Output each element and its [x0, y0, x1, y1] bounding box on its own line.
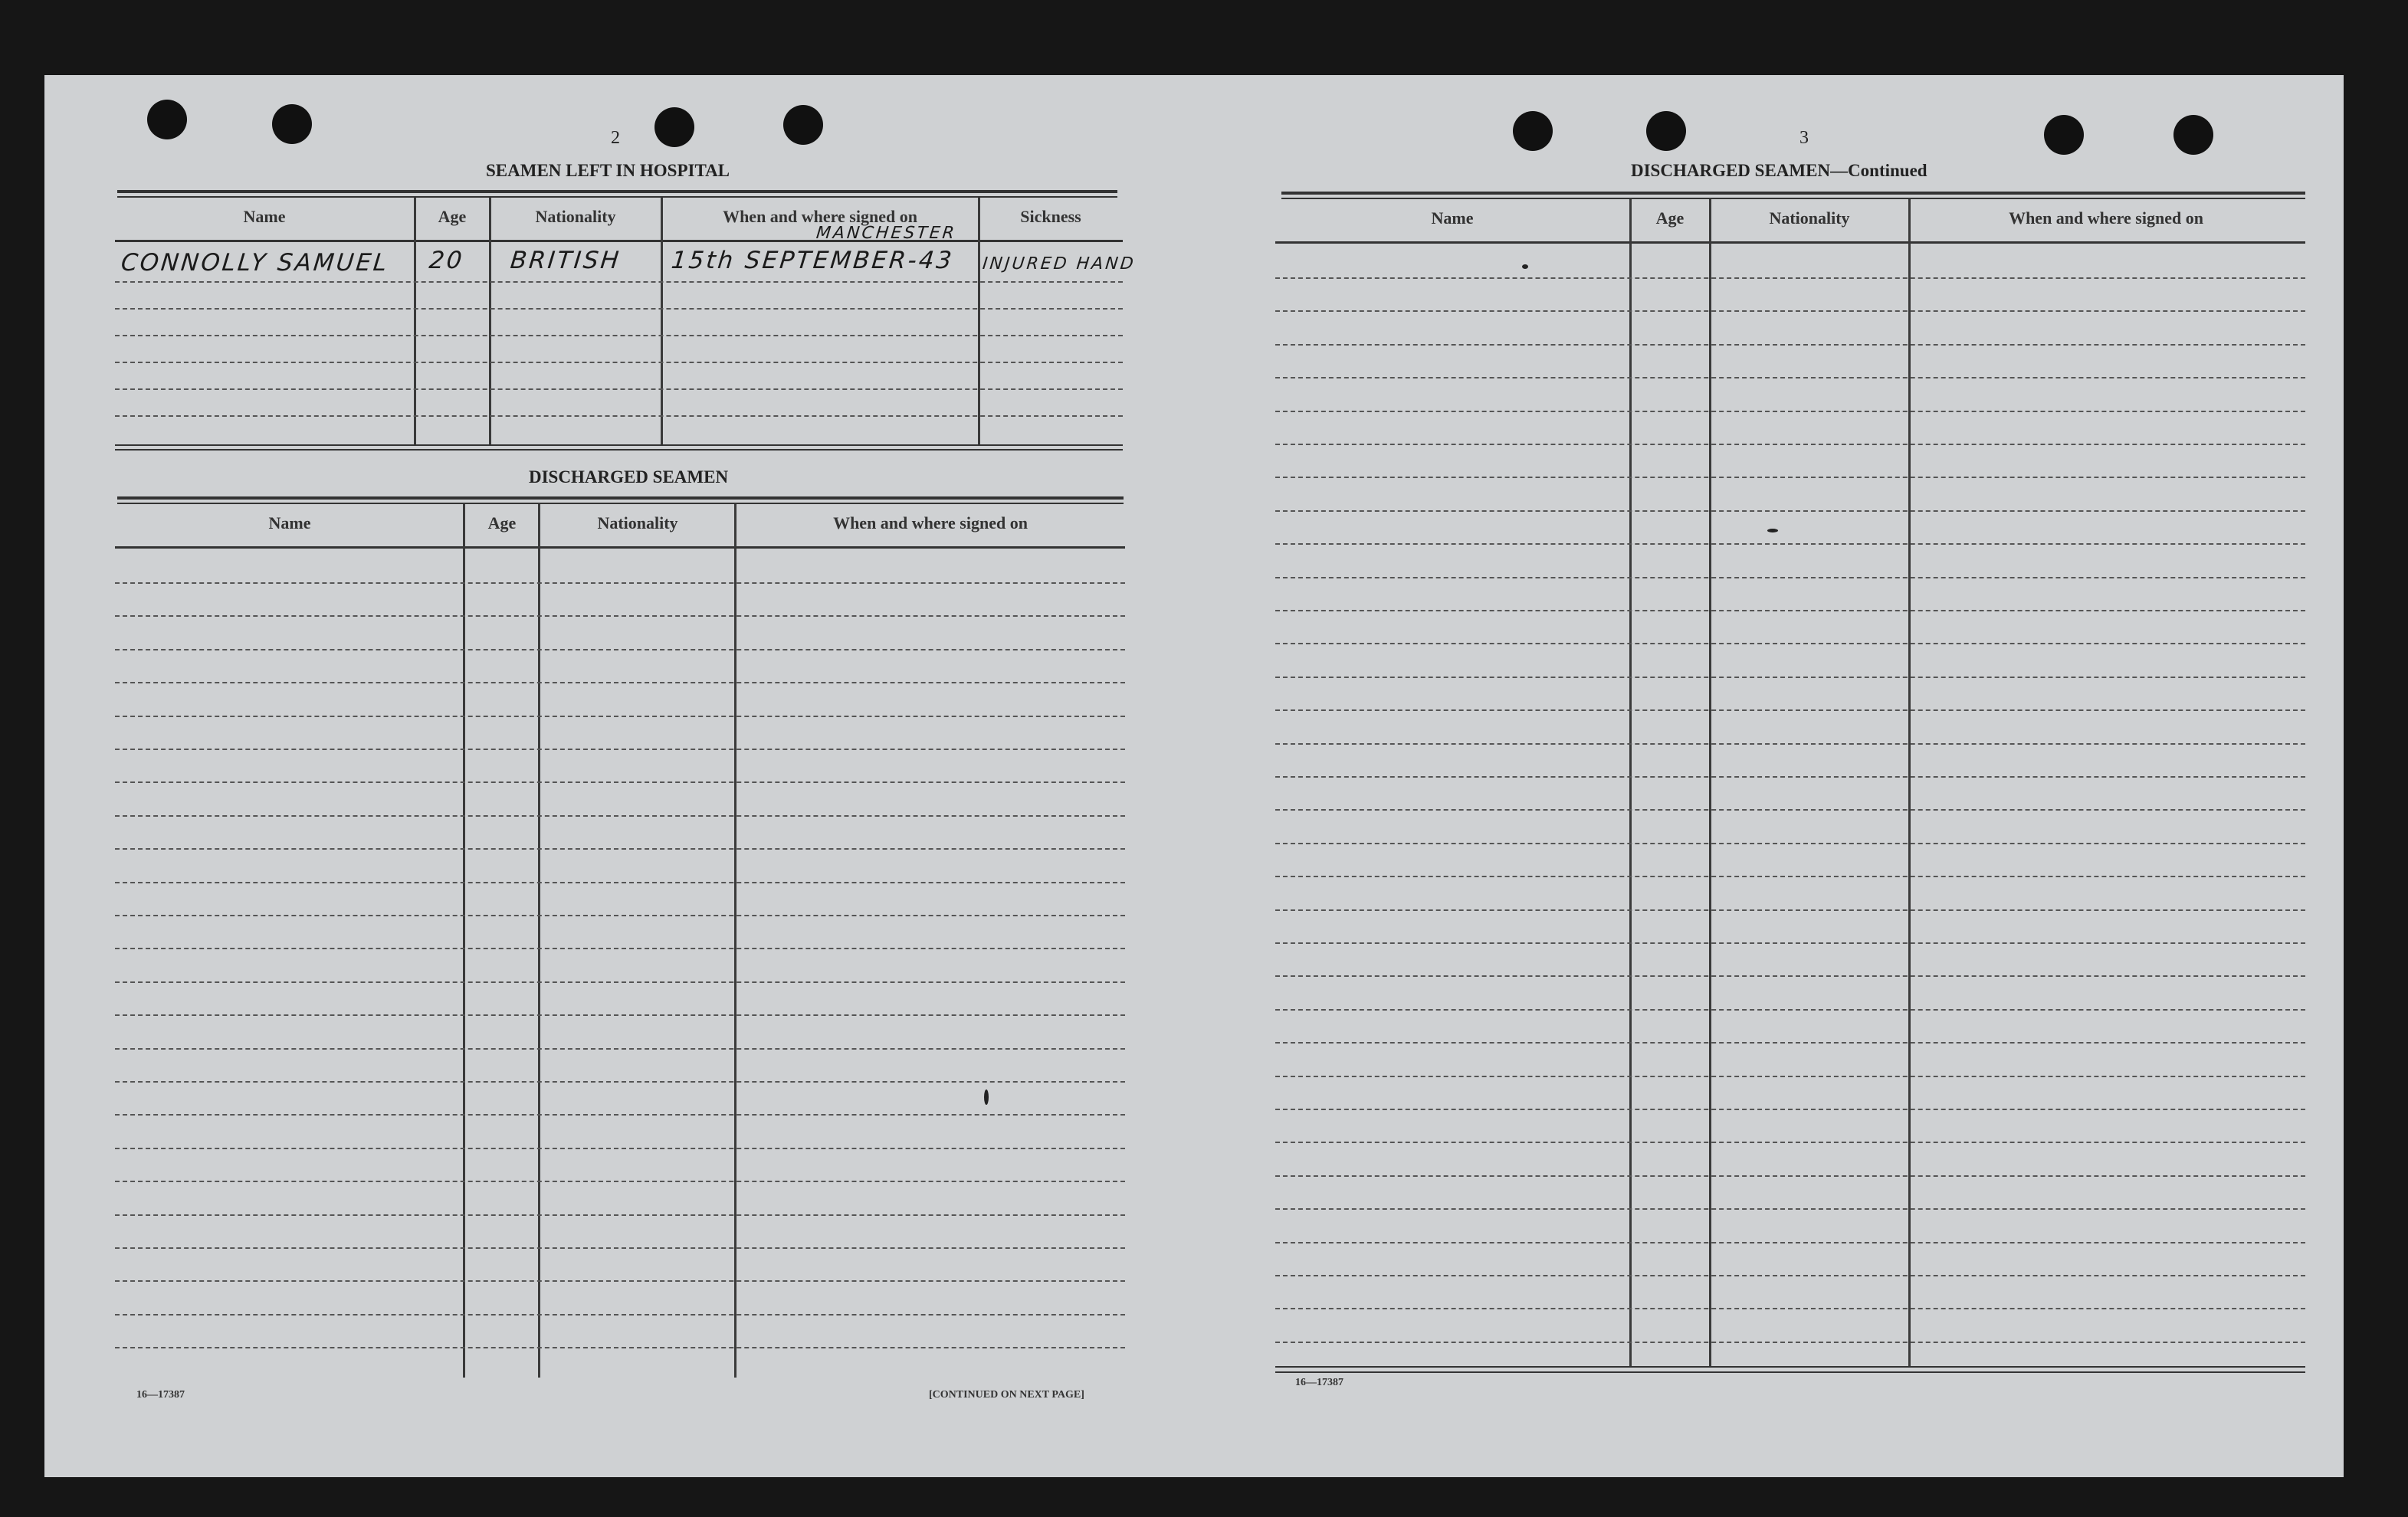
row-line	[115, 815, 1125, 817]
table-top-rule	[117, 496, 1124, 500]
row-line	[1275, 577, 2305, 578]
row-line	[1275, 1175, 2305, 1177]
row-line	[1275, 709, 2305, 711]
row-line	[115, 615, 1125, 617]
column-header-name: Name	[1431, 208, 1474, 228]
column-divider	[661, 198, 663, 445]
row-line	[115, 582, 1125, 584]
page-number: 3	[1799, 128, 1809, 148]
punch-hole	[2173, 115, 2213, 155]
row-line	[1275, 543, 2305, 545]
row-line	[1275, 1342, 2305, 1343]
row-line	[1275, 477, 2305, 478]
table-bottom-rule	[115, 449, 1123, 451]
row-line	[115, 781, 1125, 783]
row-line	[1275, 1308, 2305, 1309]
row-line	[1275, 411, 2305, 412]
row-line	[115, 749, 1125, 750]
row-line	[1275, 1142, 2305, 1143]
row-line	[1275, 1109, 2305, 1110]
ink-speck	[1767, 529, 1778, 532]
row-line	[1275, 610, 2305, 611]
row-line	[1275, 310, 2305, 312]
column-header-nationality: Nationality	[535, 207, 616, 226]
column-header-nationality: Nationality	[597, 513, 678, 532]
row-line	[1275, 743, 2305, 745]
row-line	[115, 1114, 1125, 1116]
row-line	[115, 915, 1125, 916]
row-line	[1275, 1076, 2305, 1077]
column-divider	[1908, 199, 1911, 1368]
row-line	[115, 882, 1125, 883]
row-line	[1275, 444, 2305, 445]
table-top-rule	[117, 196, 1117, 198]
row-line	[115, 1214, 1125, 1216]
column-divider	[734, 504, 737, 1378]
section-title-discharged: DISCHARGED SEAMEN	[529, 467, 729, 487]
section-title-discharged-continued: DISCHARGED SEAMEN—Continued	[1631, 161, 1927, 180]
column-divider	[978, 198, 980, 445]
row-line	[115, 1347, 1125, 1348]
row-line	[1275, 809, 2305, 811]
table-bottom-rule	[1275, 1371, 2305, 1373]
row-line	[115, 682, 1125, 683]
column-header-signed-on: When and where signed on	[833, 513, 1028, 532]
row-line	[115, 981, 1125, 983]
punch-hole	[147, 100, 187, 139]
row-line	[1275, 1242, 2305, 1243]
punch-hole	[783, 105, 823, 145]
row-line	[115, 362, 1123, 363]
column-divider	[1629, 199, 1632, 1368]
row-line	[115, 1280, 1125, 1282]
section-title-hospital: SEAMEN LEFT IN HOSPITAL	[486, 161, 730, 180]
punch-hole	[272, 104, 312, 144]
row-line	[115, 848, 1125, 850]
column-header-age: Age	[1655, 208, 1685, 228]
column-header-age: Age	[438, 207, 467, 226]
row-line	[115, 1081, 1125, 1083]
ink-speck	[1522, 264, 1528, 269]
handwritten-sickness: INJURED HAND	[981, 254, 1137, 274]
column-header-nationality: Nationality	[1769, 208, 1850, 228]
handwritten-signed-on-date: 15th SEPTEMBER-43	[670, 247, 956, 274]
row-line	[1275, 377, 2305, 378]
row-line	[1275, 677, 2305, 678]
punch-hole	[2044, 115, 2084, 155]
ink-speck	[984, 1089, 989, 1105]
punch-hole	[1513, 111, 1553, 151]
row-line	[115, 308, 1123, 310]
row-line	[115, 1314, 1125, 1315]
punch-hole	[1646, 111, 1686, 151]
column-divider	[489, 198, 491, 445]
row-line	[115, 388, 1123, 390]
row-line	[1275, 1009, 2305, 1011]
column-header-name: Name	[243, 207, 286, 226]
row-line	[115, 1048, 1125, 1050]
column-header-signed-on: When and where signed on	[2009, 208, 2203, 228]
row-line	[1275, 510, 2305, 512]
row-line	[115, 335, 1123, 336]
row-line	[1275, 344, 2305, 346]
row-line	[115, 415, 1123, 417]
column-header-signed-on: When and where signed on	[723, 207, 917, 226]
row-line	[115, 649, 1125, 650]
row-line	[1275, 909, 2305, 911]
header-rule	[1275, 241, 2305, 244]
row-line	[115, 1014, 1125, 1016]
row-line	[1275, 776, 2305, 778]
handwritten-signed-on-place: MANCHESTER	[815, 224, 958, 243]
table-top-rule	[1281, 192, 2305, 195]
row-line	[1275, 643, 2305, 644]
row-line	[1275, 277, 2305, 279]
header-rule	[115, 546, 1125, 549]
handwritten-name: CONNOLLY SAMUEL	[120, 249, 391, 277]
header-rule	[115, 240, 1123, 242]
row-line	[115, 948, 1125, 949]
handwritten-nationality: BRITISH	[509, 247, 622, 274]
row-line	[1275, 1208, 2305, 1210]
handwritten-age: 20	[428, 247, 466, 274]
punch-hole	[654, 107, 694, 147]
row-line	[1275, 975, 2305, 977]
row-line	[1275, 1275, 2305, 1276]
table-top-rule	[117, 503, 1124, 504]
table-bottom-rule	[115, 444, 1123, 446]
row-line	[1275, 876, 2305, 877]
form-number: 16—17387	[1295, 1377, 1343, 1388]
row-line	[115, 1247, 1125, 1249]
continued-note: [CONTINUED ON NEXT PAGE]	[929, 1389, 1084, 1401]
row-line	[115, 1148, 1125, 1149]
column-divider	[538, 504, 540, 1378]
table-bottom-rule	[1275, 1366, 2305, 1368]
row-line	[1275, 843, 2305, 844]
page-number: 2	[611, 128, 620, 148]
table-top-rule	[117, 190, 1117, 193]
row-line	[1275, 942, 2305, 944]
column-divider	[463, 504, 465, 1378]
table-top-rule	[1281, 198, 2305, 199]
column-divider	[414, 198, 416, 445]
column-divider	[1709, 199, 1711, 1368]
row-line	[115, 281, 1123, 283]
column-header-name: Name	[268, 513, 311, 532]
row-line	[1275, 1042, 2305, 1044]
row-line	[115, 1181, 1125, 1182]
column-header-sickness: Sickness	[1020, 207, 1081, 226]
column-header-age: Age	[487, 513, 517, 532]
row-line	[115, 716, 1125, 717]
form-number: 16—17387	[136, 1389, 185, 1401]
